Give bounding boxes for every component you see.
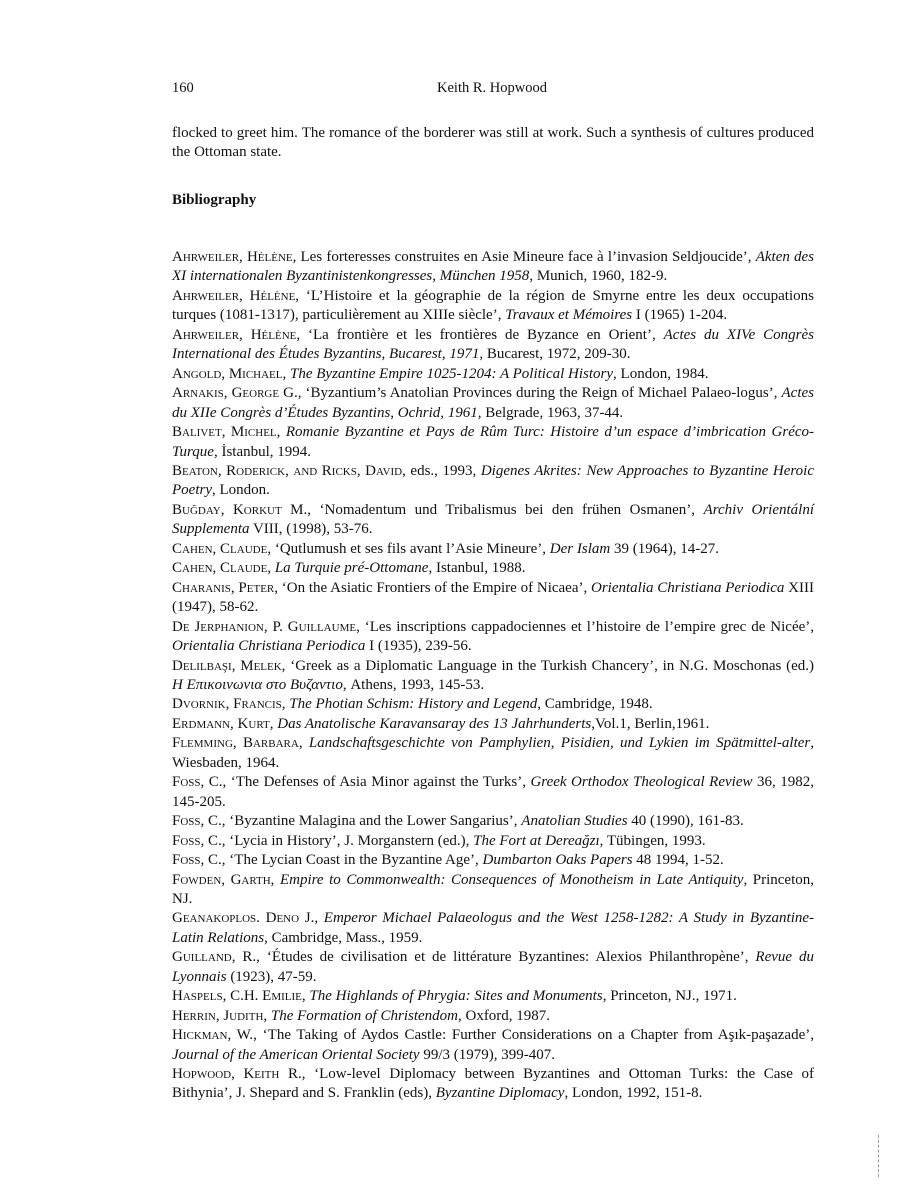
bibliography-entry bbox=[172, 618, 814, 657]
entry-post: , Cambridge, 1948. bbox=[537, 696, 653, 713]
entry-title: Akten des XI internationalen Byzantinistenkongresses, München 1958 bbox=[172, 249, 815, 285]
entry-post: , Cambridge, Mass., 1959. bbox=[264, 929, 423, 946]
bibliography-entry bbox=[172, 326, 814, 365]
page-header bbox=[172, 80, 812, 100]
section-heading: Bibliography bbox=[172, 192, 257, 208]
entry-title: Empire to Commonwealth: Consequences of Monotheism in Late Antiquity bbox=[279, 871, 744, 888]
entry-author: Ahrweiler, Hélène, bbox=[172, 326, 301, 343]
entry-author: Beaton, Roderick, and Ricks, David, bbox=[172, 462, 406, 479]
entry-pre: ‘Lycia in History’, J. Morganstern (ed.), bbox=[225, 832, 474, 849]
bibliography-entry bbox=[172, 384, 814, 423]
entry-pre: Les forteresses construites en Asie Mineure face à l’invasion Seldjoucide’, bbox=[296, 249, 756, 265]
entry-title: Archiv Orientální Supplementa bbox=[172, 501, 814, 538]
entry-title: Digenes Akrites: New Approaches to Byzantine Heroic Poetry bbox=[172, 462, 815, 499]
entry-post: 40 (1990), 161-83. bbox=[627, 813, 744, 830]
bibliography-entry bbox=[172, 462, 814, 501]
entry-pre: ‘Les inscriptions cappadociennes et l’histoire de l’empire grec de Nicée’, bbox=[359, 618, 815, 635]
bibliography-entry bbox=[172, 851, 814, 870]
entry-pre: eds., 1993, bbox=[405, 462, 481, 479]
entry-post: (1923), 47-59. bbox=[226, 968, 317, 985]
entry-title: The Photian Schism: History and Legend bbox=[289, 696, 538, 713]
entry-post: 36, 1982, 145-205. bbox=[172, 774, 814, 810]
entry-post: 99/3 (1979), 399-407. bbox=[419, 1046, 555, 1063]
bibliography-entry bbox=[172, 871, 814, 910]
entry-post: , Athens, 1993, 145-53. bbox=[342, 676, 485, 693]
entry-post: , Princeton, NJ., 1971. bbox=[602, 988, 737, 1005]
entry-post: , London, 1992, 151-8. bbox=[564, 1085, 703, 1102]
entry-author: Ahrweiler, Hélène, bbox=[172, 287, 300, 304]
entry-post: , Wiesbaden, 1964. bbox=[172, 735, 814, 771]
bibliography-entry bbox=[172, 1007, 814, 1026]
entry-title: La Turquie pré-Ottomane bbox=[274, 560, 429, 577]
intro-paragraph: flocked to greet him. The romance of the borderer was still at work. Such a synthesis of cultures produced the Ottoman state. bbox=[172, 125, 814, 160]
entry-post: VIII, (1998), 53-76. bbox=[249, 521, 373, 538]
entry-title: The Byzantine Empire 1025-1204: A Political History bbox=[290, 365, 614, 382]
entry-author: Balivet, Michel, bbox=[172, 424, 281, 441]
entry-pre: ‘L’Histoire et la géographie de la région de Smyrne entre les deux occupations turques (1081-1317), particulièrement au XIIIe siècle’, bbox=[172, 287, 814, 324]
entry-title: Actes du XIIe Congrès d’Études Byzantins, Ochrid, 1961 bbox=[172, 385, 814, 421]
entry-title: Orientalia Christiana Periodica bbox=[591, 579, 785, 596]
entry-title: The Formation of Christendom bbox=[270, 1007, 458, 1024]
bibliography-entry bbox=[172, 540, 814, 559]
bibliography-entry bbox=[172, 909, 814, 948]
entry-post: ,Vol.1, Berlin,1961. bbox=[591, 715, 710, 732]
entry-author: Delilbaşı, Melek, bbox=[172, 657, 286, 674]
bibliography-entry bbox=[172, 559, 814, 578]
bibliography-entry bbox=[172, 773, 814, 812]
entry-post: 39 (1964), 14-27. bbox=[610, 540, 719, 557]
bibliography-entry bbox=[172, 948, 814, 987]
entry-pre: ‘The Taking of Aydos Castle: Further Considerations on a Chapter from Aşık-paşazade’, bbox=[256, 1027, 814, 1044]
entry-author: Geanakoplos. Deno J., bbox=[172, 910, 319, 927]
entry-author: Dvornik, Francis, bbox=[172, 696, 286, 713]
entry-author: Foss, C., bbox=[172, 813, 226, 830]
entry-post: , Munich, 1960, 182-9. bbox=[529, 268, 668, 285]
page-number: 160 bbox=[172, 80, 194, 96]
entry-author: Foss, C., bbox=[172, 832, 226, 849]
entry-author: De Jerphanion, P. Guillaume, bbox=[172, 618, 360, 635]
bibliography-entry bbox=[172, 287, 814, 326]
entry-author: Fowden, Garth, bbox=[172, 871, 275, 888]
bibliography-entry bbox=[172, 657, 814, 696]
entry-post: I (1965) 1-204. bbox=[632, 307, 728, 324]
entry-title: Η Επικοινωνια στο Βυζαντιο bbox=[172, 676, 343, 693]
entry-author: Cahen, Claude, bbox=[172, 540, 272, 557]
entry-author: Hopwood, Keith R., bbox=[172, 1066, 306, 1083]
entry-author: Foss, C., bbox=[172, 774, 227, 791]
entry-pre: ‘Études de civilisation et de littérature Byzantines: Alexios Philanthropène’, bbox=[259, 949, 756, 966]
entry-post: , London, 1984. bbox=[613, 365, 709, 382]
entry-title: Byzantine Diplomacy bbox=[435, 1085, 565, 1102]
entry-title: Greek Orthodox Theological Review bbox=[530, 774, 753, 791]
entry-post: , Bucarest, 1972, 209-30. bbox=[479, 346, 631, 363]
entry-title: Anatolian Studies bbox=[521, 813, 628, 830]
entry-title: Emperor Michael Palaeologus and the West 1258-1282: A Study in Byzantine-Latin Relations bbox=[172, 910, 815, 946]
entry-title: The Fort at Dereağzı bbox=[473, 832, 600, 849]
entry-title: Actes du XIVe Congrès International des Études Byzantins, Bucarest, 1971 bbox=[172, 326, 814, 363]
bibliography-entry bbox=[172, 695, 814, 714]
entry-post: , Istanbul, 1988. bbox=[428, 560, 526, 577]
entry-author: Guilland, R., bbox=[172, 949, 260, 966]
entry-author: Buğday, Korkut M., bbox=[172, 501, 312, 518]
entry-post: , Oxford, 1987. bbox=[457, 1007, 551, 1024]
bibliography-entry bbox=[172, 987, 814, 1006]
entry-author: Angold, Michael, bbox=[172, 365, 287, 382]
entry-post: , London. bbox=[211, 482, 270, 499]
entry-author: Cahen, Claude, bbox=[172, 560, 272, 577]
entry-pre: ‘Greek as a Diplomatic Language in the Turkish Chancery’, in N.G. Moschonas (ed.) bbox=[285, 657, 815, 674]
entry-pre: ‘La frontière et les frontières de Byzance en Orient’, bbox=[300, 326, 664, 343]
entry-author: Arnakis, George G., bbox=[172, 385, 302, 402]
bibliography-entry bbox=[172, 365, 814, 384]
bibliography-entry bbox=[172, 734, 814, 773]
entry-pre: ‘Qutlumush et ses fils avant l’Asie Mineure’, bbox=[271, 540, 550, 557]
entry-title: Das Anatolische Karavansaray des 13 Jahrhunderts bbox=[277, 715, 592, 732]
bibliography-entry bbox=[172, 248, 814, 287]
entry-post: , Princeton, NJ. bbox=[172, 871, 814, 907]
entry-post: I (1935), 239-56. bbox=[365, 638, 472, 655]
bibliography-entry bbox=[172, 501, 814, 540]
entry-author: Hickman, W., bbox=[172, 1027, 257, 1044]
entry-pre: ‘Low-level Diplomacy between Byzantines and Ottoman Turks: the Case of Bithynia’, J. Shepard and S. Franklin (eds), bbox=[172, 1066, 814, 1102]
bibliography-entry bbox=[172, 1026, 814, 1065]
entry-post: XIII (1947), 58-62. bbox=[172, 579, 814, 616]
entry-pre: ‘The Defenses of Asia Minor against the Turks’, bbox=[226, 774, 531, 791]
entry-title: Dumbarton Oaks Papers bbox=[482, 852, 633, 869]
entry-post: , İstanbul, 1994. bbox=[213, 443, 312, 460]
entry-title: Orientalia Christiana Periodica bbox=[172, 638, 366, 655]
bibliography-entry bbox=[172, 812, 814, 831]
entry-title: The Highlands of Phrygia: Sites and Monuments bbox=[309, 988, 603, 1005]
entry-author: Flemming, Barbara, bbox=[172, 735, 303, 752]
bibliography-list bbox=[172, 248, 814, 1104]
entry-author: Haspels, C.H. Emilie, bbox=[172, 988, 306, 1005]
margin-mark bbox=[878, 1135, 880, 1177]
bibliography-entry bbox=[172, 832, 814, 851]
bibliography-entry bbox=[172, 423, 814, 462]
entry-pre: ‘Nomadentum und Tribalismus bei den frühen Osmanen’, bbox=[311, 501, 704, 518]
entry-author: Foss, C., bbox=[172, 852, 226, 869]
entry-title: Romanie Byzantine et Pays de Rûm Turc: Histoire d’un espace d’imbrication Gréco-Turque bbox=[172, 424, 815, 460]
entry-post: 48 1994, 1-52. bbox=[632, 852, 724, 869]
bibliography-entry bbox=[172, 579, 814, 618]
entry-pre: ‘Byzantine Malagina and the Lower Sangarius’, bbox=[225, 813, 522, 830]
entry-post: , Tübingen, 1993. bbox=[599, 832, 706, 849]
entry-pre: ‘On the Asiatic Frontiers of the Empire of Nicaea’, bbox=[278, 579, 592, 596]
entry-pre: ‘Byzantium’s Anatolian Provinces during the Reign of Michael Palaeo-logus’, bbox=[301, 385, 782, 402]
entry-title: Revue du Lyonnais bbox=[172, 949, 814, 985]
entry-title: Landschaftsgeschichte von Pamphylien, Pisidien, und Lykien im Spätmittel-alter bbox=[308, 735, 811, 752]
entry-post: , Belgrade, 1963, 37-44. bbox=[477, 404, 624, 421]
entry-author: Ahrweiler, Hélène, bbox=[172, 249, 297, 265]
entry-title: Der Islam bbox=[549, 540, 611, 557]
entry-author: Herrin, Judith, bbox=[172, 1007, 268, 1024]
bibliography-entry bbox=[172, 1065, 814, 1104]
bibliography-entry bbox=[172, 715, 814, 734]
entry-author: Charanis, Peter, bbox=[172, 579, 279, 596]
entry-author: Erdmann, Kurt, bbox=[172, 715, 274, 732]
entry-title: Travaux et Mémoires bbox=[505, 307, 633, 324]
running-head: Keith R. Hopwood bbox=[437, 80, 547, 96]
entry-pre: ‘The Lycian Coast in the Byzantine Age’, bbox=[225, 852, 483, 869]
entry-title: Journal of the American Oriental Society bbox=[172, 1046, 420, 1063]
